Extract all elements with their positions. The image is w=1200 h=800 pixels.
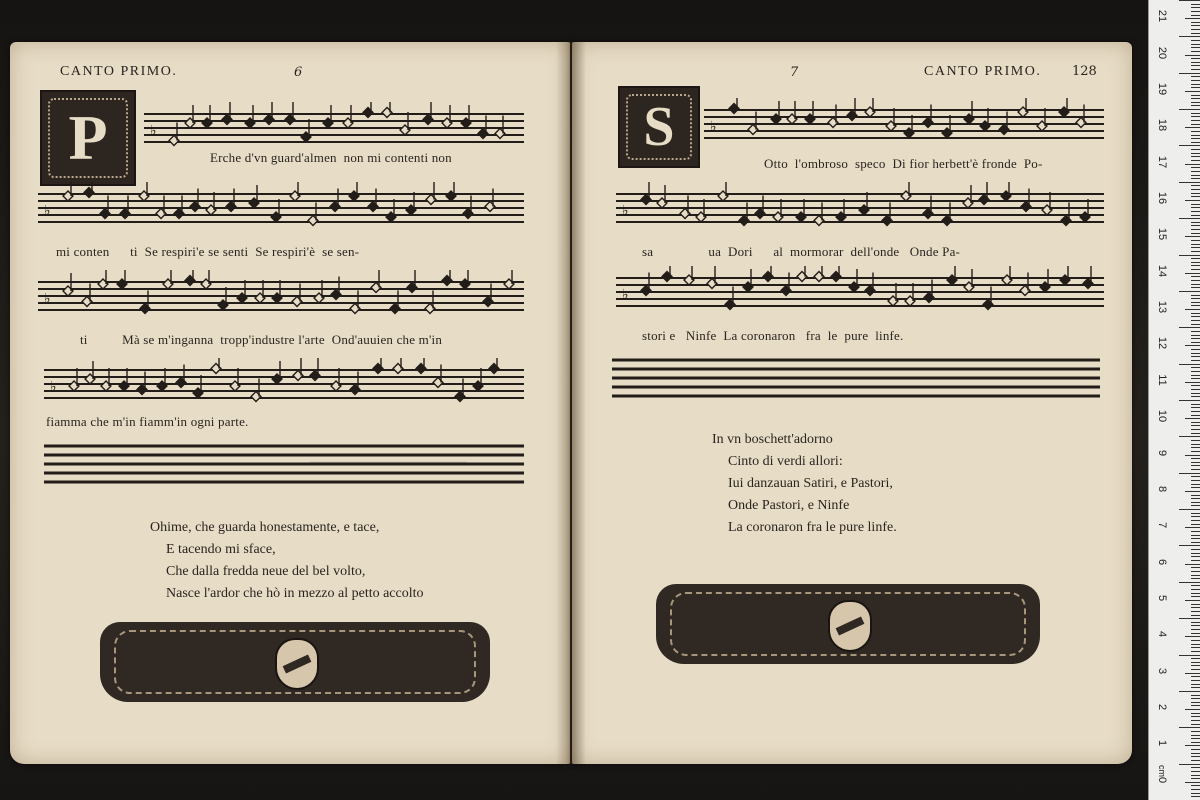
verse-line: E tacendo mi sface, — [166, 542, 276, 557]
ruler-tick — [1191, 295, 1200, 296]
music-staff-3 — [616, 266, 1104, 330]
ruler-tick — [1191, 15, 1200, 16]
ruler-tick — [1191, 753, 1200, 754]
verse-stanza-left — [150, 520, 424, 608]
ruler-tick — [1191, 22, 1200, 23]
ruler-tick — [1191, 731, 1200, 732]
ruler-tick — [1191, 633, 1200, 634]
ruler-tick — [1185, 200, 1200, 201]
ruler-tick — [1191, 138, 1200, 139]
lyrics-line-3: ti Mà se m'inganna tropp'industre l'arte Ond'auuien che m'in — [80, 332, 443, 347]
ruler-tick — [1185, 382, 1200, 383]
ruler-tick — [1191, 749, 1200, 750]
ruler-tick — [1191, 302, 1200, 303]
ruler-tick — [1191, 367, 1200, 368]
empty-staff — [44, 442, 524, 490]
ruler-tick — [1191, 698, 1200, 699]
music-staff-2 — [38, 182, 524, 246]
ruler-tick — [1191, 105, 1200, 106]
ruler-tick — [1191, 785, 1200, 786]
ruler-tick — [1191, 142, 1200, 143]
ruler-tick — [1191, 796, 1200, 797]
decorated-initial-s — [618, 86, 700, 168]
ruler-tick — [1191, 207, 1200, 208]
ruler-tick — [1191, 131, 1200, 132]
ruler-tick — [1191, 411, 1200, 412]
coat-of-arms-shield — [275, 638, 319, 690]
ruler-tick — [1191, 669, 1200, 670]
ruler-label: 0 — [1156, 776, 1168, 783]
ruler-tick — [1191, 196, 1200, 197]
ruler-tick — [1191, 69, 1200, 70]
ruler-tick — [1191, 153, 1200, 154]
ruler-label: 11 — [1156, 374, 1168, 386]
verse-line: Che dalla fredda neue del bel volto, — [166, 564, 366, 579]
ruler-tick — [1185, 273, 1200, 274]
ruler-tick — [1191, 567, 1200, 568]
ruler-tick — [1191, 251, 1200, 252]
ruler-tick — [1191, 622, 1200, 623]
ruler-tick — [1191, 305, 1200, 306]
ruler-label: 16 — [1156, 191, 1168, 205]
ruler-tick — [1191, 553, 1200, 554]
ruler-tick — [1185, 164, 1200, 165]
lyrics-line-2: sa ua Dori al mormorar dell'onde Onde Pa- — [642, 244, 961, 259]
music-staff-3 — [38, 270, 524, 334]
ruler-label: 18 — [1156, 119, 1168, 132]
ruler-tick — [1185, 709, 1200, 710]
ruler-tick — [1191, 735, 1200, 736]
ruler-tick — [1179, 618, 1200, 619]
ruler-tick — [1191, 211, 1200, 212]
verse-line: Onde Pastori, e Ninfe — [728, 498, 850, 513]
ruler-tick — [1191, 687, 1200, 688]
ruler-tick — [1185, 636, 1200, 637]
ruler-tick — [1191, 324, 1200, 325]
music-staff-1 — [704, 98, 1104, 162]
initial-letter: S — [643, 96, 675, 158]
ruler-label: 3 — [1156, 667, 1168, 674]
ruler-tick — [1191, 538, 1200, 539]
ruler-tick — [1191, 4, 1200, 5]
lyrics-line-2: mi conten ti Se respiri'e se senti Se respiri'è se sen- — [56, 244, 360, 259]
clef-glyph: ♭ — [622, 287, 629, 303]
ruler-label: 10 — [1156, 410, 1168, 423]
ruler-tick — [1191, 342, 1200, 343]
ruler-tick — [1191, 596, 1200, 597]
verse-line: Cinto di verdi allori: — [728, 454, 843, 469]
handwritten-folio-number: 128 — [1072, 64, 1097, 79]
empty-staff — [612, 356, 1100, 404]
ruler-tick — [1191, 480, 1200, 481]
clef-glyph: ♭ — [622, 203, 629, 219]
ruler-tick — [1191, 695, 1200, 696]
ruler-label: 4 — [1156, 631, 1168, 638]
ruler-tick — [1179, 182, 1200, 183]
ruler-tick — [1185, 491, 1200, 492]
ruler-label: 13 — [1156, 300, 1168, 314]
ruler-tick — [1191, 135, 1200, 136]
ruler-tick — [1191, 25, 1200, 26]
measurement-ruler — [1148, 0, 1200, 800]
ruler-tick — [1191, 476, 1200, 477]
coat-of-arms-shield — [828, 600, 872, 652]
ruler-tick — [1191, 716, 1200, 717]
ruler-tick — [1179, 400, 1200, 401]
ruler-tick — [1179, 255, 1200, 256]
ruler-tick — [1179, 291, 1200, 292]
ruler-tick — [1179, 545, 1200, 546]
ruler-tick — [1191, 276, 1200, 277]
ruler-tick — [1191, 440, 1200, 441]
ruler-tick — [1191, 222, 1200, 223]
ruler-tick — [1191, 640, 1200, 641]
ruler-tick — [1191, 738, 1200, 739]
ruler-tick — [1191, 469, 1200, 470]
ruler-tick — [1191, 229, 1200, 230]
ruler-tick — [1191, 625, 1200, 626]
ruler-tick — [1191, 375, 1200, 376]
ruler-tick — [1191, 58, 1200, 59]
initial-letter: P — [68, 102, 108, 173]
ruler-tick — [1191, 65, 1200, 66]
ruler-tick — [1179, 436, 1200, 437]
ruler-tick — [1191, 247, 1200, 248]
ruler-tick — [1191, 80, 1200, 81]
ruler-tick — [1191, 284, 1200, 285]
ruler-label: 2 — [1156, 704, 1168, 711]
ruler-tick — [1191, 647, 1200, 648]
verse-line: La coronaron fra le pure linfe. — [728, 520, 897, 535]
ruler-tick — [1179, 764, 1200, 765]
ruler-tick — [1191, 313, 1200, 314]
ruler-tick — [1179, 691, 1200, 692]
ruler-tick — [1191, 702, 1200, 703]
ruler-tick — [1191, 422, 1200, 423]
ruler-label: 14 — [1156, 264, 1168, 277]
ruler-tick — [1191, 149, 1200, 150]
clef-glyph: ♭ — [44, 291, 51, 307]
ruler-tick — [1191, 156, 1200, 157]
ruler-tick — [1179, 473, 1200, 474]
ruler-tick — [1191, 760, 1200, 761]
ruler-tick — [1191, 407, 1200, 408]
ruler-tick — [1191, 433, 1200, 434]
ruler-tick — [1185, 527, 1200, 528]
ruler-tick — [1191, 549, 1200, 550]
ruler-tick — [1191, 349, 1200, 350]
woodcut-tailpiece-left — [100, 622, 490, 702]
ruler-tick — [1191, 102, 1200, 103]
ruler-tick — [1191, 451, 1200, 452]
ruler-tick — [1191, 705, 1200, 706]
ruler-tick — [1191, 193, 1200, 194]
ruler-tick — [1191, 240, 1200, 241]
ruler-tick — [1191, 40, 1200, 41]
ruler-tick — [1191, 171, 1200, 172]
ruler-tick — [1191, 404, 1200, 405]
ruler-tick — [1191, 793, 1200, 794]
ruler-tick — [1191, 258, 1200, 259]
ruler-tick — [1191, 44, 1200, 45]
ruler-tick — [1191, 175, 1200, 176]
clef-glyph: ♭ — [710, 119, 717, 135]
ruler-tick — [1191, 778, 1200, 779]
ruler-tick — [1191, 335, 1200, 336]
running-head-right: CANTO PRIMO. — [924, 64, 1042, 79]
ruler-tick — [1191, 589, 1200, 590]
ruler-tick — [1179, 145, 1200, 146]
ruler-tick — [1191, 665, 1200, 666]
left-page — [10, 42, 570, 764]
ruler-tick — [1191, 7, 1200, 8]
ruler-tick — [1191, 95, 1200, 96]
ruler-tick — [1191, 98, 1200, 99]
ruler-tick — [1191, 720, 1200, 721]
ruler-tick — [1191, 124, 1200, 125]
ruler-label: 8 — [1156, 485, 1168, 492]
ruler-tick — [1191, 215, 1200, 216]
ruler-tick — [1179, 364, 1200, 365]
ruler-tick — [1191, 615, 1200, 616]
ruler-tick — [1191, 415, 1200, 416]
ruler-tick — [1191, 524, 1200, 525]
ruler-tick — [1191, 120, 1200, 121]
ruler-tick — [1191, 338, 1200, 339]
ruler-tick — [1191, 644, 1200, 645]
ruler-tick — [1191, 484, 1200, 485]
ruler-tick — [1191, 684, 1200, 685]
ruler-tick — [1185, 91, 1200, 92]
ruler-label: 20 — [1156, 46, 1168, 59]
ruler-tick — [1191, 651, 1200, 652]
ruler-tick — [1191, 353, 1200, 354]
ruler-label: 7 — [1156, 522, 1168, 529]
ruler-tick — [1191, 662, 1200, 663]
page-number-left: 6 — [294, 65, 303, 80]
ruler-tick — [1191, 29, 1200, 30]
ruler-label: 19 — [1156, 82, 1168, 96]
ruler-tick — [1191, 742, 1200, 743]
ruler-tick — [1179, 727, 1200, 728]
ruler-tick — [1191, 262, 1200, 263]
ruler-tick — [1185, 309, 1200, 310]
ruler-tick — [1185, 55, 1200, 56]
ruler-tick — [1191, 498, 1200, 499]
ruler-tick — [1191, 204, 1200, 205]
ruler-tick — [1179, 73, 1200, 74]
ruler-tick — [1191, 280, 1200, 281]
ruler-tick — [1191, 385, 1200, 386]
ruler-tick — [1191, 116, 1200, 117]
clef-glyph: ♭ — [50, 379, 57, 395]
verse-line: Iui danzauan Satiri, e Pastori, — [728, 476, 893, 491]
lyrics-line-1: Erche d'vn guard'almen non mi contenti non — [210, 150, 452, 165]
ruler-tick — [1185, 564, 1200, 565]
ruler-tick — [1191, 265, 1200, 266]
ruler-tick — [1191, 462, 1200, 463]
ruler-label: 6 — [1156, 558, 1168, 565]
ruler-tick — [1191, 378, 1200, 379]
music-staff-2 — [616, 182, 1104, 246]
ruler-tick — [1191, 167, 1200, 168]
ruler-tick — [1191, 513, 1200, 514]
ruler-label: 21 — [1156, 10, 1168, 23]
verse-line: In vn boschett'adorno — [712, 432, 833, 447]
ruler-tick — [1191, 629, 1200, 630]
ruler-tick — [1191, 185, 1200, 186]
ruler-tick — [1191, 680, 1200, 681]
ruler-tick — [1191, 578, 1200, 579]
ruler-tick — [1191, 775, 1200, 776]
decorated-initial-p — [40, 90, 136, 186]
ruler-tick — [1191, 389, 1200, 390]
ruler-tick — [1191, 360, 1200, 361]
ruler-tick — [1191, 371, 1200, 372]
ruler-tick — [1179, 36, 1200, 37]
ruler-tick — [1185, 782, 1200, 783]
ruler-tick — [1191, 160, 1200, 161]
ruler-tick — [1191, 458, 1200, 459]
show-through-text: ▔▔▔▔▔▔▔▔▔▔▔▔▔▔▔▔▔ — [310, 462, 467, 476]
ruler-tick — [1191, 393, 1200, 394]
running-head-left: CANTO PRIMO. — [60, 64, 178, 79]
ruler-tick — [1179, 109, 1200, 110]
ruler-tick — [1191, 396, 1200, 397]
ruler-tick — [1185, 455, 1200, 456]
ruler-label: 12 — [1156, 337, 1168, 350]
ruler-tick — [1191, 516, 1200, 517]
ruler-tick — [1191, 724, 1200, 725]
ruler-tick — [1191, 11, 1200, 12]
ruler-tick — [1191, 593, 1200, 594]
ruler-tick — [1179, 509, 1200, 510]
ruler-tick — [1185, 236, 1200, 237]
ruler-tick — [1191, 465, 1200, 466]
ruler-tick — [1191, 520, 1200, 521]
ruler-tick — [1191, 771, 1200, 772]
ruler-tick — [1191, 495, 1200, 496]
ruler-tick — [1191, 233, 1200, 234]
ruler-tick — [1191, 47, 1200, 48]
ruler-tick — [1185, 127, 1200, 128]
ruler-tick — [1191, 560, 1200, 561]
ruler-tick — [1191, 316, 1200, 317]
ruler-tick — [1191, 356, 1200, 357]
page-number-right: 7 — [790, 65, 799, 80]
lyrics-line-4: fiamma che m'in fiamm'in ogni parte. — [46, 414, 249, 429]
ruler-tick — [1191, 531, 1200, 532]
ruler-tick — [1191, 269, 1200, 270]
lyrics-line-3: stori e Ninfe La coronaron fra le pure linfe. — [642, 328, 904, 343]
ruler-tick — [1191, 767, 1200, 768]
right-page — [572, 42, 1132, 764]
ruler-tick — [1191, 33, 1200, 34]
ruler-tick — [1191, 658, 1200, 659]
ruler-tick — [1191, 51, 1200, 52]
ruler-tick — [1191, 676, 1200, 677]
ruler-tick — [1191, 713, 1200, 714]
ruler-tick — [1179, 218, 1200, 219]
ruler-tick — [1191, 320, 1200, 321]
ruler-tick — [1179, 0, 1200, 1]
ruler-tick — [1191, 429, 1200, 430]
ruler-label: 15 — [1156, 228, 1168, 241]
ruler-tick — [1179, 327, 1200, 328]
ruler-tick — [1191, 225, 1200, 226]
ruler-unit-label: cm — [1157, 765, 1167, 777]
ruler-tick — [1191, 487, 1200, 488]
ruler-label: 5 — [1156, 594, 1168, 602]
ruler-tick — [1191, 84, 1200, 85]
ruler-tick — [1191, 556, 1200, 557]
ruler-tick — [1191, 604, 1200, 605]
ruler-tick — [1191, 789, 1200, 790]
ruler-tick — [1191, 607, 1200, 608]
ruler-tick — [1191, 287, 1200, 288]
ruler-tick — [1185, 673, 1200, 674]
ruler-tick — [1191, 447, 1200, 448]
ruler-tick — [1191, 76, 1200, 77]
ruler-label: 17 — [1156, 155, 1168, 168]
ruler-tick — [1191, 425, 1200, 426]
ruler-tick — [1191, 62, 1200, 63]
ruler-tick — [1191, 331, 1200, 332]
ruler-tick — [1191, 756, 1200, 757]
ruler-tick — [1191, 542, 1200, 543]
book-gutter — [556, 42, 586, 764]
ruler-tick — [1191, 113, 1200, 114]
verse-line: Ohime, che guarda honestamente, e tace, — [150, 520, 380, 535]
ruler-label: 1 — [1156, 740, 1168, 747]
ruler-tick — [1191, 585, 1200, 586]
ruler-tick — [1191, 444, 1200, 445]
ruler-label: 9 — [1156, 449, 1168, 456]
verse-stanza-right — [712, 432, 897, 542]
ruler-tick — [1191, 244, 1200, 245]
clef-glyph: ♭ — [44, 203, 51, 219]
ruler-tick — [1191, 298, 1200, 299]
ruler-tick — [1185, 345, 1200, 346]
woodcut-tailpiece-right — [656, 584, 1040, 664]
ruler-tick — [1185, 600, 1200, 601]
ruler-tick — [1191, 189, 1200, 190]
ruler-tick — [1191, 571, 1200, 572]
ruler-tick — [1179, 655, 1200, 656]
ruler-tick — [1191, 502, 1200, 503]
ruler-tick — [1191, 535, 1200, 536]
ruler-tick — [1191, 575, 1200, 576]
ruler-tick — [1185, 745, 1200, 746]
lyrics-line-1: Otto l'ombroso speco Di fior herbett'è fronde Po- — [764, 156, 1043, 171]
ruler-tick — [1191, 611, 1200, 612]
ruler-tick — [1185, 18, 1200, 19]
ruler-tick — [1179, 582, 1200, 583]
ruler-tick — [1191, 178, 1200, 179]
ruler-tick — [1191, 505, 1200, 506]
verse-line: Nasce l'ardor che hò in mezzo al petto accolto — [166, 586, 424, 601]
music-staff-4 — [44, 358, 524, 422]
ruler-tick — [1185, 418, 1200, 419]
clef-glyph: ♭ — [150, 123, 157, 139]
ruler-tick — [1191, 87, 1200, 88]
